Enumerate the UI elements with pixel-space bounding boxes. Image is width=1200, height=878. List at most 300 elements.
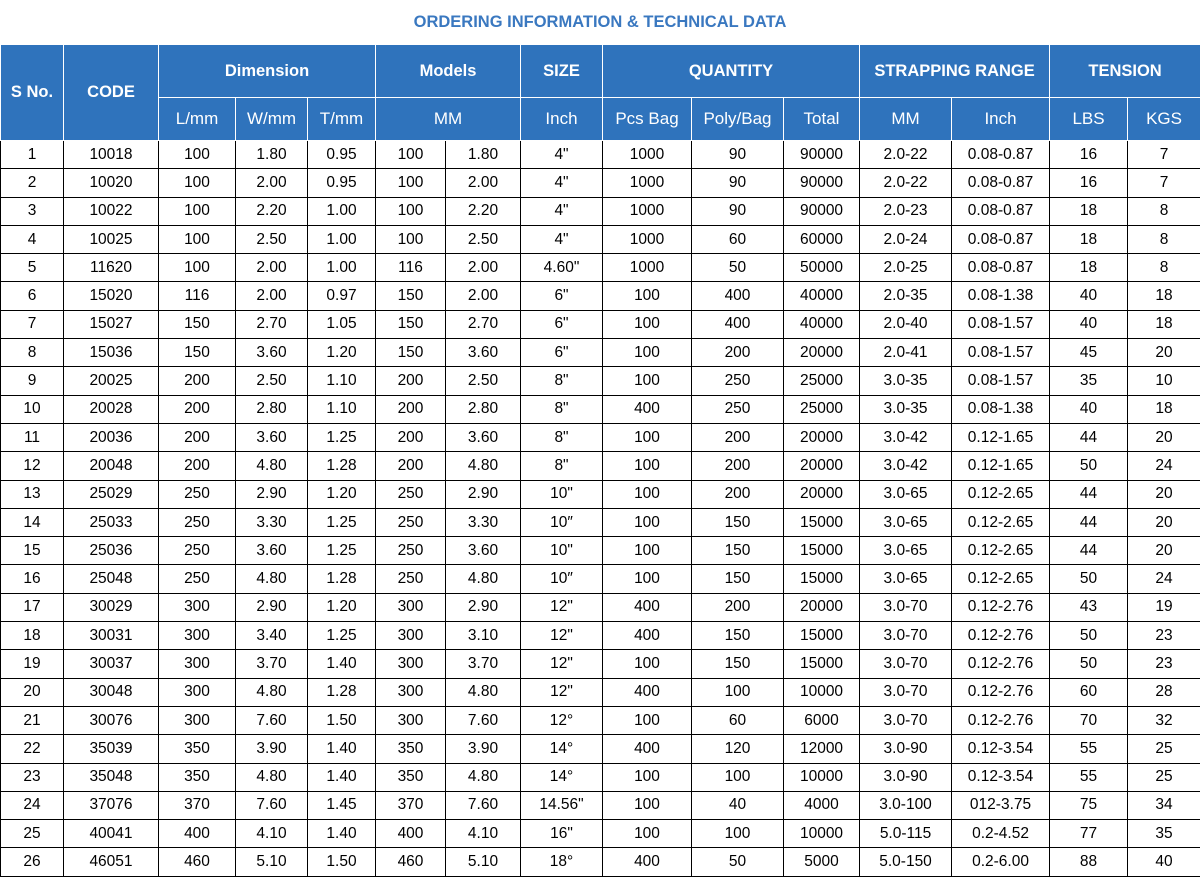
table-row	[1, 565, 1200, 593]
table-row	[1, 763, 1200, 791]
cell-models-w: 2.70	[446, 310, 521, 338]
cell-code: 35048	[64, 763, 159, 791]
cell-strap-inch: 0.08-0.87	[952, 254, 1050, 282]
cell-strap-mm: 3.0-42	[860, 423, 952, 451]
cell-size-inch: 4"	[521, 225, 603, 253]
table-row	[1, 141, 1200, 169]
cell-w-mm: 2.00	[236, 254, 308, 282]
table-row	[1, 452, 1200, 480]
header-size: SIZE	[521, 45, 603, 98]
table-row	[1, 593, 1200, 621]
cell-pcs-bag: 100	[603, 367, 692, 395]
cell-w-mm: 3.60	[236, 339, 308, 367]
table-row	[1, 735, 1200, 763]
cell-t-mm: 1.20	[308, 339, 376, 367]
cell-kgs: 24	[1128, 452, 1200, 480]
cell-models-w: 2.00	[446, 254, 521, 282]
cell-size-inch: 4"	[521, 141, 603, 169]
cell-total: 20000	[784, 480, 860, 508]
cell-t-mm: 1.50	[308, 706, 376, 734]
cell-w-mm: 2.70	[236, 310, 308, 338]
cell-kgs: 7	[1128, 141, 1200, 169]
cell-total: 5000	[784, 848, 860, 876]
cell-t-mm: 1.50	[308, 848, 376, 876]
cell-code: 25036	[64, 537, 159, 565]
cell-lbs: 50	[1050, 650, 1128, 678]
header-tension: TENSION	[1050, 45, 1200, 98]
cell-pcs-bag: 100	[603, 820, 692, 848]
cell-strap-mm: 3.0-70	[860, 650, 952, 678]
cell-poly-bag: 40	[692, 791, 784, 819]
cell-code: 20036	[64, 423, 159, 451]
cell-kgs: 20	[1128, 537, 1200, 565]
cell-w-mm: 7.60	[236, 706, 308, 734]
cell-strap-inch: 0.08-1.57	[952, 367, 1050, 395]
cell-l-mm: 250	[159, 537, 236, 565]
cell-l-mm: 100	[159, 141, 236, 169]
cell-strap-inch: 0.12-2.76	[952, 706, 1050, 734]
cell-code: 46051	[64, 848, 159, 876]
cell-models-l: 400	[376, 820, 446, 848]
cell-lbs: 40	[1050, 395, 1128, 423]
cell-strap-inch: 012-3.75	[952, 791, 1050, 819]
cell-t-mm: 1.28	[308, 678, 376, 706]
cell-w-mm: 3.90	[236, 735, 308, 763]
cell-w-mm: 1.80	[236, 141, 308, 169]
cell-pcs-bag: 100	[603, 763, 692, 791]
cell-w-mm: 4.10	[236, 820, 308, 848]
cell-w-mm: 4.80	[236, 565, 308, 593]
cell-poly-bag: 90	[692, 141, 784, 169]
cell-models-w: 3.60	[446, 423, 521, 451]
cell-pcs-bag: 100	[603, 480, 692, 508]
cell-total: 90000	[784, 141, 860, 169]
cell-lbs: 43	[1050, 593, 1128, 621]
cell-total: 20000	[784, 593, 860, 621]
cell-l-mm: 400	[159, 820, 236, 848]
cell-l-mm: 100	[159, 254, 236, 282]
cell-sno: 4	[1, 225, 64, 253]
cell-models-w: 4.80	[446, 565, 521, 593]
cell-sno: 21	[1, 706, 64, 734]
cell-lbs: 70	[1050, 706, 1128, 734]
header-row-sub	[1, 98, 1200, 141]
cell-total: 15000	[784, 650, 860, 678]
cell-poly-bag: 90	[692, 169, 784, 197]
cell-size-inch: 6"	[521, 310, 603, 338]
cell-t-mm: 0.95	[308, 169, 376, 197]
cell-strap-inch: 0.08-0.87	[952, 169, 1050, 197]
cell-l-mm: 460	[159, 848, 236, 876]
cell-lbs: 16	[1050, 141, 1128, 169]
cell-sno: 22	[1, 735, 64, 763]
cell-pcs-bag: 100	[603, 452, 692, 480]
cell-pcs-bag: 100	[603, 706, 692, 734]
cell-sno: 11	[1, 423, 64, 451]
cell-l-mm: 250	[159, 565, 236, 593]
cell-strap-mm: 3.0-90	[860, 735, 952, 763]
header-size-inch: Inch	[521, 98, 603, 141]
cell-sno: 13	[1, 480, 64, 508]
cell-size-inch: 16"	[521, 820, 603, 848]
cell-code: 37076	[64, 791, 159, 819]
cell-size-inch: 10"	[521, 480, 603, 508]
cell-kgs: 8	[1128, 225, 1200, 253]
cell-code: 11620	[64, 254, 159, 282]
cell-size-inch: 12"	[521, 622, 603, 650]
cell-w-mm: 3.30	[236, 508, 308, 536]
cell-models-w: 7.60	[446, 706, 521, 734]
cell-sno: 8	[1, 339, 64, 367]
cell-kgs: 34	[1128, 791, 1200, 819]
cell-size-inch: 8"	[521, 367, 603, 395]
page-title: ORDERING INFORMATION & TECHNICAL DATA	[413, 13, 787, 31]
cell-models-w: 7.60	[446, 791, 521, 819]
cell-code: 10020	[64, 169, 159, 197]
cell-kgs: 35	[1128, 820, 1200, 848]
cell-models-l: 100	[376, 141, 446, 169]
cell-poly-bag: 120	[692, 735, 784, 763]
cell-total: 4000	[784, 791, 860, 819]
cell-models-l: 250	[376, 508, 446, 536]
header-row-main	[1, 45, 1200, 98]
cell-poly-bag: 100	[692, 820, 784, 848]
cell-lbs: 44	[1050, 480, 1128, 508]
cell-total: 90000	[784, 197, 860, 225]
cell-size-inch: 4"	[521, 197, 603, 225]
cell-poly-bag: 90	[692, 197, 784, 225]
cell-strap-mm: 2.0-41	[860, 339, 952, 367]
cell-t-mm: 1.25	[308, 537, 376, 565]
cell-strap-inch: 0.12-2.65	[952, 537, 1050, 565]
cell-size-inch: 10″	[521, 508, 603, 536]
cell-w-mm: 2.90	[236, 593, 308, 621]
cell-l-mm: 150	[159, 310, 236, 338]
cell-kgs: 32	[1128, 706, 1200, 734]
cell-models-w: 3.60	[446, 537, 521, 565]
cell-poly-bag: 100	[692, 678, 784, 706]
table-row	[1, 848, 1200, 876]
cell-models-w: 2.00	[446, 169, 521, 197]
cell-pcs-bag: 1000	[603, 141, 692, 169]
cell-models-w: 4.80	[446, 452, 521, 480]
table-row	[1, 537, 1200, 565]
cell-pcs-bag: 400	[603, 395, 692, 423]
cell-kgs: 23	[1128, 650, 1200, 678]
cell-lbs: 55	[1050, 735, 1128, 763]
cell-models-w: 2.50	[446, 367, 521, 395]
cell-strap-mm: 3.0-65	[860, 480, 952, 508]
cell-l-mm: 300	[159, 622, 236, 650]
cell-models-w: 3.30	[446, 508, 521, 536]
cell-sno: 10	[1, 395, 64, 423]
cell-strap-inch: 0.12-3.54	[952, 763, 1050, 791]
cell-models-w: 4.10	[446, 820, 521, 848]
cell-code: 10022	[64, 197, 159, 225]
table-row	[1, 197, 1200, 225]
header-w-mm: W/mm	[236, 98, 308, 141]
cell-strap-mm: 5.0-150	[860, 848, 952, 876]
cell-strap-mm: 3.0-42	[860, 452, 952, 480]
cell-strap-inch: 0.12-1.65	[952, 452, 1050, 480]
cell-models-w: 4.80	[446, 763, 521, 791]
cell-models-l: 250	[376, 537, 446, 565]
cell-models-w: 3.70	[446, 650, 521, 678]
cell-models-l: 150	[376, 282, 446, 310]
cell-lbs: 77	[1050, 820, 1128, 848]
cell-strap-inch: 0.12-1.65	[952, 423, 1050, 451]
cell-strap-mm: 3.0-70	[860, 678, 952, 706]
cell-strap-inch: 0.08-0.87	[952, 197, 1050, 225]
cell-code: 30037	[64, 650, 159, 678]
cell-kgs: 8	[1128, 197, 1200, 225]
cell-t-mm: 1.28	[308, 452, 376, 480]
header-total: Total	[784, 98, 860, 141]
cell-code: 35039	[64, 735, 159, 763]
cell-sno: 26	[1, 848, 64, 876]
cell-size-inch: 4.60"	[521, 254, 603, 282]
header-code: CODE	[64, 45, 159, 141]
cell-total: 12000	[784, 735, 860, 763]
cell-lbs: 55	[1050, 763, 1128, 791]
cell-lbs: 18	[1050, 254, 1128, 282]
table-row	[1, 820, 1200, 848]
cell-models-l: 100	[376, 169, 446, 197]
cell-t-mm: 1.28	[308, 565, 376, 593]
cell-poly-bag: 150	[692, 537, 784, 565]
cell-kgs: 10	[1128, 367, 1200, 395]
cell-kgs: 25	[1128, 763, 1200, 791]
cell-l-mm: 370	[159, 791, 236, 819]
cell-code: 10025	[64, 225, 159, 253]
cell-poly-bag: 200	[692, 423, 784, 451]
cell-total: 25000	[784, 395, 860, 423]
cell-l-mm: 300	[159, 678, 236, 706]
cell-l-mm: 350	[159, 735, 236, 763]
cell-models-l: 250	[376, 480, 446, 508]
cell-l-mm: 100	[159, 225, 236, 253]
cell-strap-mm: 2.0-40	[860, 310, 952, 338]
cell-lbs: 16	[1050, 169, 1128, 197]
header-t-mm: T/mm	[308, 98, 376, 141]
cell-sno: 2	[1, 169, 64, 197]
header-poly-bag: Poly/Bag	[692, 98, 784, 141]
cell-size-inch: 14°	[521, 735, 603, 763]
cell-kgs: 40	[1128, 848, 1200, 876]
cell-lbs: 45	[1050, 339, 1128, 367]
cell-code: 30048	[64, 678, 159, 706]
cell-w-mm: 4.80	[236, 763, 308, 791]
cell-strap-inch: 0.08-1.38	[952, 282, 1050, 310]
cell-models-w: 2.50	[446, 225, 521, 253]
table-body	[1, 141, 1200, 877]
cell-w-mm: 2.50	[236, 367, 308, 395]
cell-poly-bag: 150	[692, 650, 784, 678]
cell-strap-inch: 0.2-4.52	[952, 820, 1050, 848]
cell-code: 15036	[64, 339, 159, 367]
cell-pcs-bag: 1000	[603, 254, 692, 282]
cell-size-inch: 6"	[521, 339, 603, 367]
cell-lbs: 18	[1050, 197, 1128, 225]
table-row	[1, 282, 1200, 310]
cell-models-w: 2.80	[446, 395, 521, 423]
cell-poly-bag: 150	[692, 565, 784, 593]
cell-pcs-bag: 400	[603, 678, 692, 706]
cell-t-mm: 1.20	[308, 480, 376, 508]
cell-strap-inch: 0.08-1.57	[952, 339, 1050, 367]
cell-w-mm: 2.00	[236, 282, 308, 310]
table-row	[1, 367, 1200, 395]
cell-models-l: 300	[376, 706, 446, 734]
header-l-mm: L/mm	[159, 98, 236, 141]
cell-strap-inch: 0.2-6.00	[952, 848, 1050, 876]
cell-pcs-bag: 100	[603, 339, 692, 367]
cell-kgs: 8	[1128, 254, 1200, 282]
cell-total: 15000	[784, 565, 860, 593]
cell-kgs: 25	[1128, 735, 1200, 763]
cell-t-mm: 1.10	[308, 395, 376, 423]
cell-total: 40000	[784, 282, 860, 310]
cell-lbs: 50	[1050, 452, 1128, 480]
cell-models-w: 1.80	[446, 141, 521, 169]
table-row	[1, 480, 1200, 508]
table-row	[1, 622, 1200, 650]
cell-sno: 12	[1, 452, 64, 480]
cell-sno: 16	[1, 565, 64, 593]
cell-lbs: 50	[1050, 565, 1128, 593]
cell-l-mm: 200	[159, 452, 236, 480]
cell-total: 10000	[784, 678, 860, 706]
cell-t-mm: 1.05	[308, 310, 376, 338]
cell-strap-mm: 3.0-70	[860, 622, 952, 650]
cell-models-l: 200	[376, 395, 446, 423]
cell-pcs-bag: 100	[603, 423, 692, 451]
cell-kgs: 20	[1128, 508, 1200, 536]
cell-l-mm: 350	[159, 763, 236, 791]
cell-models-w: 4.80	[446, 678, 521, 706]
cell-strap-mm: 3.0-65	[860, 565, 952, 593]
cell-lbs: 44	[1050, 537, 1128, 565]
cell-models-l: 200	[376, 452, 446, 480]
cell-strap-mm: 3.0-70	[860, 706, 952, 734]
header-lbs: LBS	[1050, 98, 1128, 141]
table-row	[1, 791, 1200, 819]
cell-l-mm: 100	[159, 197, 236, 225]
cell-models-l: 200	[376, 423, 446, 451]
cell-t-mm: 1.25	[308, 622, 376, 650]
cell-t-mm: 0.95	[308, 141, 376, 169]
cell-kgs: 24	[1128, 565, 1200, 593]
cell-models-w: 2.90	[446, 593, 521, 621]
cell-models-l: 300	[376, 678, 446, 706]
cell-strap-mm: 3.0-90	[860, 763, 952, 791]
table-row	[1, 339, 1200, 367]
cell-pcs-bag: 100	[603, 565, 692, 593]
cell-size-inch: 12°	[521, 706, 603, 734]
cell-sno: 20	[1, 678, 64, 706]
cell-size-inch: 14°	[521, 763, 603, 791]
cell-poly-bag: 400	[692, 282, 784, 310]
cell-poly-bag: 50	[692, 848, 784, 876]
cell-total: 50000	[784, 254, 860, 282]
cell-strap-inch: 0.08-0.87	[952, 141, 1050, 169]
cell-total: 15000	[784, 508, 860, 536]
cell-t-mm: 1.00	[308, 197, 376, 225]
cell-sno: 19	[1, 650, 64, 678]
cell-kgs: 28	[1128, 678, 1200, 706]
cell-strap-inch: 0.12-2.76	[952, 622, 1050, 650]
cell-total: 10000	[784, 763, 860, 791]
cell-t-mm: 1.00	[308, 254, 376, 282]
cell-pcs-bag: 100	[603, 650, 692, 678]
cell-pcs-bag: 400	[603, 593, 692, 621]
cell-models-l: 300	[376, 650, 446, 678]
cell-t-mm: 1.40	[308, 650, 376, 678]
cell-w-mm: 2.80	[236, 395, 308, 423]
cell-size-inch: 14.56"	[521, 791, 603, 819]
cell-size-inch: 4"	[521, 169, 603, 197]
cell-lbs: 18	[1050, 225, 1128, 253]
cell-l-mm: 116	[159, 282, 236, 310]
cell-strap-inch: 0.12-2.76	[952, 650, 1050, 678]
cell-code: 15027	[64, 310, 159, 338]
table-row	[1, 650, 1200, 678]
cell-pcs-bag: 100	[603, 310, 692, 338]
cell-code: 25033	[64, 508, 159, 536]
cell-t-mm: 1.20	[308, 593, 376, 621]
cell-code: 30076	[64, 706, 159, 734]
cell-poly-bag: 60	[692, 225, 784, 253]
cell-w-mm: 2.00	[236, 169, 308, 197]
cell-strap-inch: 0.12-2.76	[952, 678, 1050, 706]
cell-kgs: 18	[1128, 282, 1200, 310]
cell-kgs: 23	[1128, 622, 1200, 650]
cell-w-mm: 3.70	[236, 650, 308, 678]
cell-code: 40041	[64, 820, 159, 848]
cell-strap-inch: 0.12-2.65	[952, 565, 1050, 593]
cell-size-inch: 10"	[521, 537, 603, 565]
cell-lbs: 88	[1050, 848, 1128, 876]
cell-size-inch: 18°	[521, 848, 603, 876]
cell-models-l: 150	[376, 339, 446, 367]
table-row	[1, 508, 1200, 536]
cell-models-l: 100	[376, 197, 446, 225]
cell-w-mm: 4.80	[236, 678, 308, 706]
cell-w-mm: 2.20	[236, 197, 308, 225]
header-strapping-range: STRAPPING RANGE	[860, 45, 1050, 98]
cell-strap-mm: 3.0-65	[860, 537, 952, 565]
table-row	[1, 310, 1200, 338]
cell-pcs-bag: 1000	[603, 197, 692, 225]
cell-poly-bag: 250	[692, 395, 784, 423]
header-models: Models	[376, 45, 521, 98]
cell-total: 20000	[784, 452, 860, 480]
cell-strap-mm: 3.0-100	[860, 791, 952, 819]
cell-sno: 7	[1, 310, 64, 338]
cell-models-l: 300	[376, 593, 446, 621]
table-row	[1, 169, 1200, 197]
cell-sno: 5	[1, 254, 64, 282]
cell-models-l: 460	[376, 848, 446, 876]
cell-strap-mm: 3.0-70	[860, 593, 952, 621]
cell-pcs-bag: 400	[603, 622, 692, 650]
cell-models-w: 2.20	[446, 197, 521, 225]
cell-code: 15020	[64, 282, 159, 310]
cell-sno: 6	[1, 282, 64, 310]
table-row	[1, 678, 1200, 706]
cell-models-l: 150	[376, 310, 446, 338]
cell-poly-bag: 250	[692, 367, 784, 395]
